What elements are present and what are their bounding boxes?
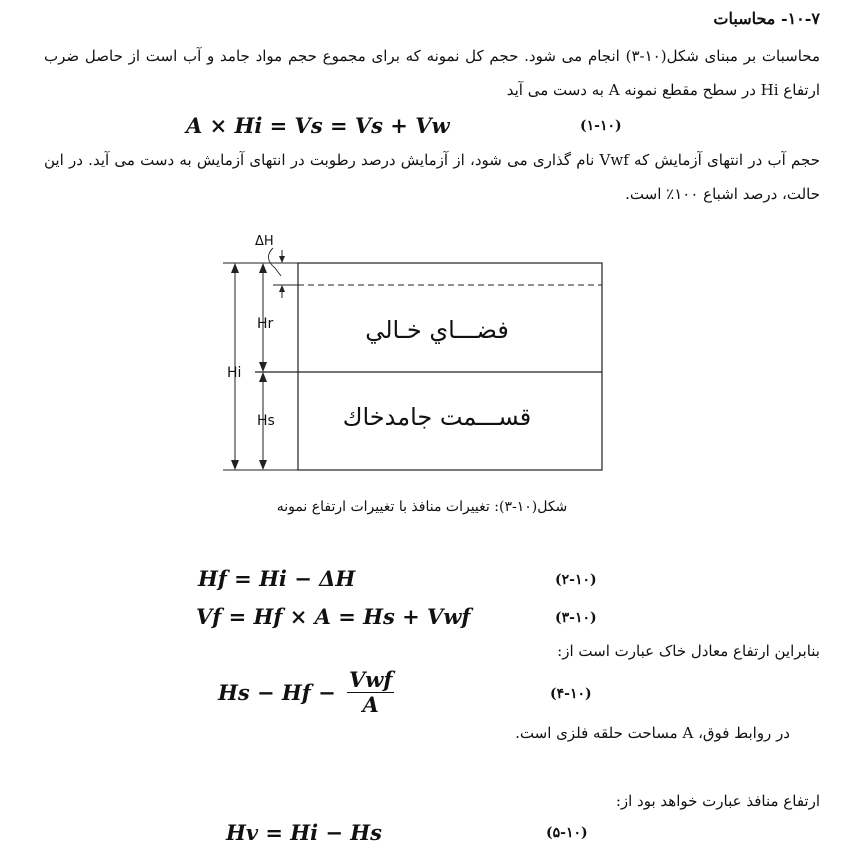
equation-3-number: (۳-۱۰): [555, 610, 597, 626]
equation-5-number: (۵-۱۰): [546, 825, 588, 841]
intro-paragraph: محاسبات بر مبنای شکل(۱۰-۳) انجام می شود. حجم کل نمونه که برای مجموع حجم مواد جامد و آب است از حاصل ضرب ارتفاع Hi در سطح مقطع نمونه A به دست می آید: [44, 47, 820, 99]
equation-4-denominator: A: [362, 692, 379, 717]
equation-3: Vf = Hf × A = Hs + Vwf: [196, 604, 471, 629]
section-heading: ۱۰-۷- محاسبات: [713, 9, 820, 28]
equivalent-height-text: بنابراین ارتفاع معادل خاک عبارت است از:: [557, 642, 820, 660]
equation-2: Hf = Hi − ΔH: [198, 566, 356, 591]
equation-2-number: (۲-۱۰): [555, 572, 597, 588]
equation-4: [218, 668, 394, 717]
soil-sample-figure: [215, 228, 615, 478]
equation-4-numerator: Vwf: [348, 667, 393, 692]
equation-1-number: (۱-۱۰): [580, 118, 622, 134]
void-height-text: ارتفاع منافذ عبارت خواهد بود از:: [615, 792, 820, 810]
hr-arrow-bottom: [259, 362, 267, 372]
equation-4-fraction: [347, 668, 394, 717]
label-delta-h: ΔH: [255, 234, 274, 249]
hi-arrow-bottom: [231, 460, 239, 470]
hi-arrow-top: [231, 263, 239, 273]
equation-4-number: (۴-۱۰): [550, 686, 592, 702]
equation-4-lhs: Hs − Hf −: [218, 680, 336, 705]
void-space-label: فضـــاي خـالي: [365, 316, 509, 344]
equation-5: Hv = Hi − Hs: [226, 820, 382, 845]
sample-outline: [298, 263, 602, 470]
delta-h-arrow-up: [279, 285, 285, 292]
water-paragraph: حجم آب در انتهای آزمایش که Vwf نام گذاری می شود، از آزمایش درصد رطوبت در انتهای آزمایش به دست می آید. در این حالت، درصد اشباع ۱۰۰٪ است.: [44, 151, 820, 203]
label-hi: Hi: [227, 365, 242, 381]
figure-caption: شکل(۱۰-۳): تغییرات منافذ با تغییرات ارتفاع نمونه: [276, 499, 568, 515]
hs-arrow-top: [259, 372, 267, 382]
label-hs: Hs: [257, 413, 275, 429]
hr-arrow-top: [259, 263, 267, 273]
label-hr: Hr: [257, 316, 274, 332]
solid-part-label: قســـمت جامدخاك: [342, 403, 532, 431]
delta-h-arrow-down: [279, 256, 285, 263]
area-definition-text: در روابط فوق، A مساحت حلقه فلزی است.: [515, 724, 790, 742]
delta-h-leader: [268, 248, 281, 276]
hs-arrow-bottom: [259, 460, 267, 470]
equation-1: A × Hi = Vs = Vs + Vw: [186, 113, 450, 138]
